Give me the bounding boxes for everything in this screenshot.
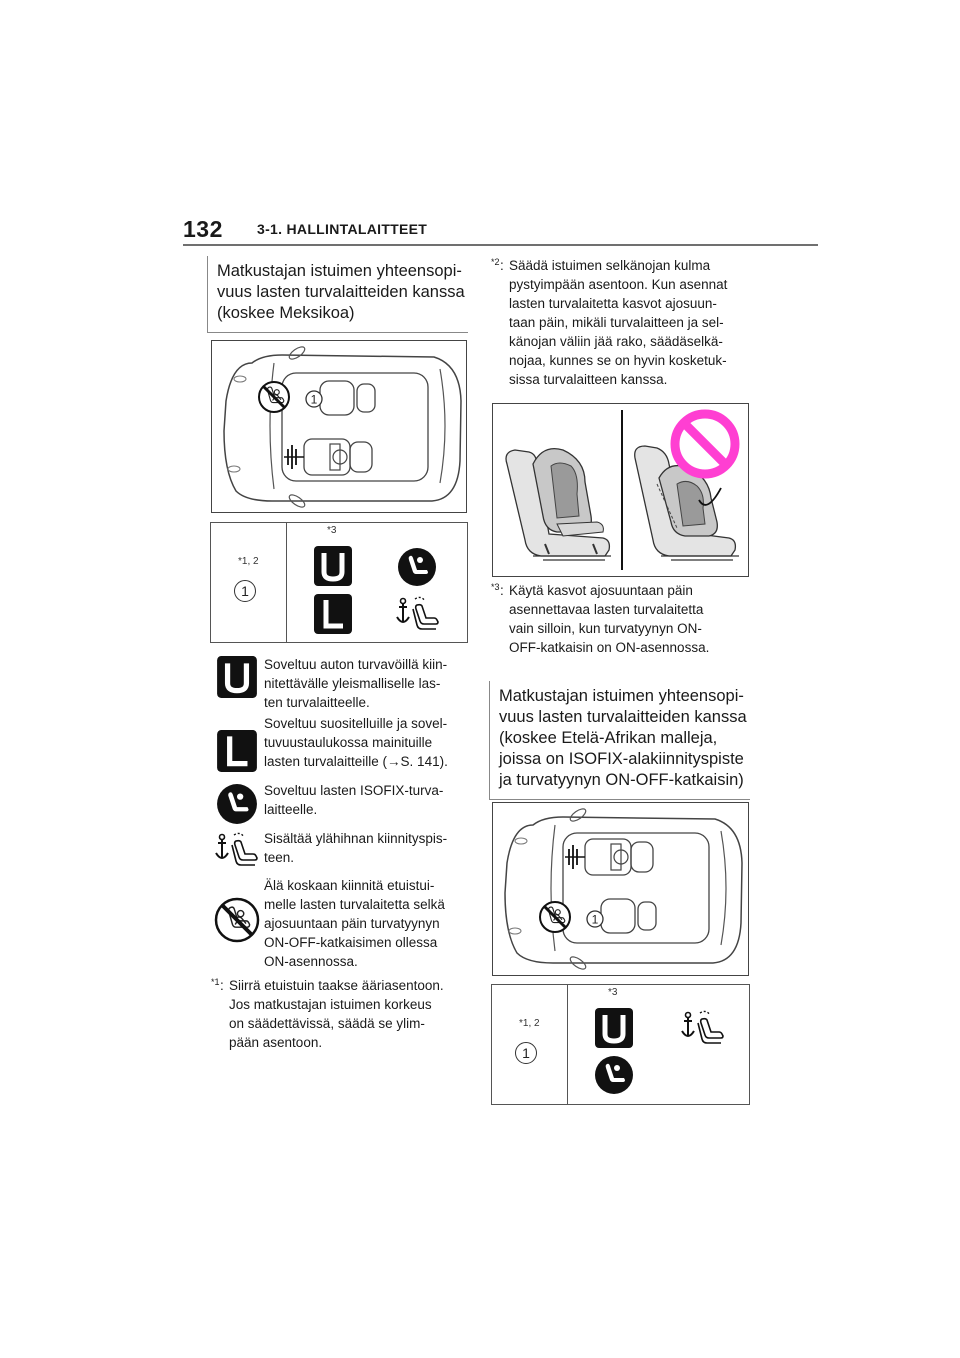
car-seat-diagram-mexico: [211, 340, 467, 513]
legend-text-top-tether: Sisältää ylähihnan kiinnityspis- teen.: [264, 831, 448, 865]
no-rear-facing-seat-icon: [259, 382, 289, 412]
car-top-view-2: [493, 803, 748, 975]
U-letter-icon-2: [594, 1007, 634, 1049]
section-title-mexico: Matkustajan istuimen yhteensopi- vuus lasten turvalaitteiden kanssa (koskee Meksikoa): [207, 256, 468, 333]
legend-U-letter-icon: [216, 655, 258, 699]
footnote-1: *1 : Siirrä etuistuin taakse ääriasentoon. Jos matkustajan istuimen korkeus on säädettävissä, säädä se ylim- pään asentoon.: [211, 977, 444, 1050]
isofix-child-seat-icon: [397, 547, 437, 587]
car-top-view: [212, 341, 466, 512]
legend-text-warning: Älä koskaan kiinnitä etuistui- melle lasten turvalaitetta selkä ajosuuntaan päin turvatyynyn ON-OFF-katkaisimen ollessa ON-asennossa.: [264, 878, 445, 969]
chapter-title: 3-1. HALLINTALAITTEET: [257, 221, 428, 237]
footnote-3: *3 : Käytä kasvot ajosuuntaan päin asennettavaa lasten turvalaitetta vain silloin, kun turvatyynyn ON- OFF-katkaisin on ON-asennossa.: [491, 582, 710, 655]
diagram-seat-number-2: 1: [591, 912, 599, 927]
seat-correct-upright: [506, 449, 611, 560]
isofix-child-seat-icon-2: [594, 1055, 634, 1095]
legend-text-isofix: Soveltuu lasten ISOFIX-turva- laitteelle.: [264, 783, 444, 817]
section-title-south-africa: Matkustajan istuimen yhteensopi- vuus lasten turvalaitteiden kanssa (koskee Etelä-Afrikan malleja, joissa on ISOFIX-alakiinnityspiste ja turvatyynyn ON-OFF-katkaisin): [489, 681, 750, 800]
top-tether-anchor-icon: [395, 595, 443, 633]
car-seat-diagram-south-africa: [492, 802, 749, 976]
compatibility-table-south-africa: [491, 984, 750, 1105]
compatibility-table-mexico: [210, 522, 468, 643]
page-header: [183, 212, 818, 246]
table-cell-seat-position: *1, 2 1: [211, 523, 287, 642]
legend-text-universal: Soveltuu auton turvavöillä kiin- nitettävälle yleismalliselle las- ten turvalaitteelle.: [264, 657, 448, 710]
legend-top-tether-anchor-icon: [214, 831, 262, 869]
diagram-seat-number: 1: [310, 392, 318, 407]
footnote-2: *2 : Säädä istuimen selkänojan kulma pystyimpään asentoon. Kun asennat lasten turvalaitetta kasvot ajosuun- taan päin, mikäli turvalaitteen ja sel- känojan väliin jää rako, säädäselkä- nojaa, kunnes se on hyvin kosketuk- sissa turvalaitteen kanssa.: [491, 257, 728, 387]
top-tether-anchor-icon-2: [680, 1009, 728, 1047]
prohibition-icon: [675, 414, 735, 474]
seatback-angle-illustration: [492, 403, 749, 577]
U-letter-icon: [313, 545, 353, 587]
page-number: 132: [183, 216, 223, 242]
legend-isofix-child-seat-icon: [216, 783, 258, 825]
legend-no-rear-facing-seat-icon: [214, 897, 260, 943]
legend-text-recommended: Soveltuu suositelluille ja sovel- tuvuustaulukossa mainituille lasten turvalaitteille (→S. 141).: [264, 716, 448, 769]
table-cell-compatible-systems: *3: [287, 523, 467, 642]
legend-L-letter-icon: [216, 729, 258, 773]
table-cell-compatible-systems-2: *3: [568, 985, 749, 1104]
L-letter-icon: [313, 593, 353, 635]
table-cell-seat-position-2: *1, 2 1: [492, 985, 568, 1104]
no-rear-facing-seat-icon-2: [540, 902, 570, 932]
